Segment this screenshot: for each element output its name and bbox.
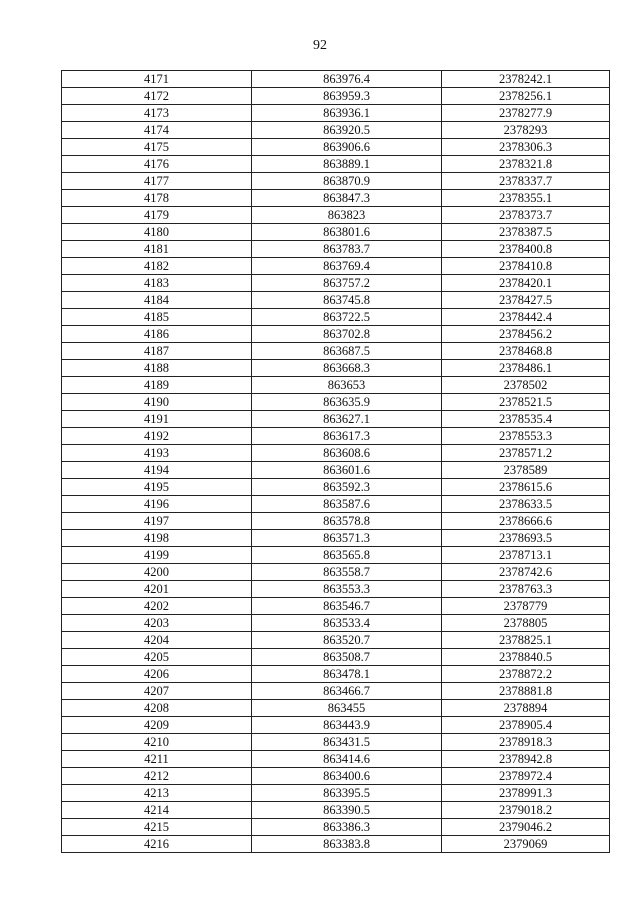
x-coordinate-cell: 863400.6 bbox=[252, 768, 442, 785]
table-row bbox=[62, 292, 610, 309]
x-coordinate-cell: 863520.7 bbox=[252, 632, 442, 649]
point-number-cell: 4196 bbox=[62, 496, 252, 513]
y-coordinate-cell: 2378410.8 bbox=[442, 258, 610, 275]
x-coordinate-cell: 863533.4 bbox=[252, 615, 442, 632]
y-coordinate-cell: 2378825.1 bbox=[442, 632, 610, 649]
y-coordinate-cell: 2378387.5 bbox=[442, 224, 610, 241]
y-coordinate-cell: 2378468.8 bbox=[442, 343, 610, 360]
table-row bbox=[62, 530, 610, 547]
x-coordinate-cell: 863757.2 bbox=[252, 275, 442, 292]
table-row bbox=[62, 411, 610, 428]
y-coordinate-cell: 2378293 bbox=[442, 122, 610, 139]
table-row bbox=[62, 241, 610, 258]
x-coordinate-cell: 863627.1 bbox=[252, 411, 442, 428]
y-coordinate-cell: 2378486.1 bbox=[442, 360, 610, 377]
point-number-cell: 4180 bbox=[62, 224, 252, 241]
y-coordinate-cell: 2378535.4 bbox=[442, 411, 610, 428]
x-coordinate-cell: 863801.6 bbox=[252, 224, 442, 241]
table-row bbox=[62, 513, 610, 530]
y-coordinate-cell: 2378355.1 bbox=[442, 190, 610, 207]
table-row bbox=[62, 734, 610, 751]
x-coordinate-cell: 863976.4 bbox=[252, 71, 442, 88]
y-coordinate-cell: 2378905.4 bbox=[442, 717, 610, 734]
table-row bbox=[62, 581, 610, 598]
y-coordinate-cell: 2378502 bbox=[442, 377, 610, 394]
point-number-cell: 4183 bbox=[62, 275, 252, 292]
y-coordinate-cell: 2378571.2 bbox=[442, 445, 610, 462]
y-coordinate-cell: 2378256.1 bbox=[442, 88, 610, 105]
point-number-cell: 4182 bbox=[62, 258, 252, 275]
y-coordinate-cell: 2378805 bbox=[442, 615, 610, 632]
table-row bbox=[62, 717, 610, 734]
x-coordinate-cell: 863668.3 bbox=[252, 360, 442, 377]
y-coordinate-cell: 2378942.8 bbox=[442, 751, 610, 768]
point-number-cell: 4176 bbox=[62, 156, 252, 173]
y-coordinate-cell: 2378306.3 bbox=[442, 139, 610, 156]
table-row bbox=[62, 173, 610, 190]
x-coordinate-cell: 863722.5 bbox=[252, 309, 442, 326]
table-row bbox=[62, 666, 610, 683]
table-row bbox=[62, 768, 610, 785]
x-coordinate-cell: 863508.7 bbox=[252, 649, 442, 666]
x-coordinate-cell: 863558.7 bbox=[252, 564, 442, 581]
point-number-cell: 4202 bbox=[62, 598, 252, 615]
y-coordinate-cell: 2378242.1 bbox=[442, 71, 610, 88]
y-coordinate-cell: 2378991.3 bbox=[442, 785, 610, 802]
point-number-cell: 4208 bbox=[62, 700, 252, 717]
point-number-cell: 4200 bbox=[62, 564, 252, 581]
x-coordinate-cell: 863587.6 bbox=[252, 496, 442, 513]
table-row bbox=[62, 649, 610, 666]
table-row bbox=[62, 428, 610, 445]
table-row bbox=[62, 224, 610, 241]
x-coordinate-cell: 863601.6 bbox=[252, 462, 442, 479]
point-number-cell: 4198 bbox=[62, 530, 252, 547]
point-number-cell: 4195 bbox=[62, 479, 252, 496]
y-coordinate-cell: 2378918.3 bbox=[442, 734, 610, 751]
y-coordinate-cell: 2378779 bbox=[442, 598, 610, 615]
table-row bbox=[62, 632, 610, 649]
y-coordinate-cell: 2379018.2 bbox=[442, 802, 610, 819]
table-row bbox=[62, 88, 610, 105]
table-row bbox=[62, 394, 610, 411]
x-coordinate-cell: 863383.8 bbox=[252, 836, 442, 853]
y-coordinate-cell: 2378763.3 bbox=[442, 581, 610, 598]
x-coordinate-cell: 863546.7 bbox=[252, 598, 442, 615]
point-number-cell: 4206 bbox=[62, 666, 252, 683]
x-coordinate-cell: 863395.5 bbox=[252, 785, 442, 802]
point-number-cell: 4193 bbox=[62, 445, 252, 462]
point-number-cell: 4211 bbox=[62, 751, 252, 768]
x-coordinate-cell: 863889.1 bbox=[252, 156, 442, 173]
y-coordinate-cell: 2378666.6 bbox=[442, 513, 610, 530]
x-coordinate-cell: 863653 bbox=[252, 377, 442, 394]
point-number-cell: 4171 bbox=[62, 71, 252, 88]
y-coordinate-cell: 2378553.3 bbox=[442, 428, 610, 445]
table-row bbox=[62, 71, 610, 88]
table-row bbox=[62, 360, 610, 377]
table-row bbox=[62, 377, 610, 394]
y-coordinate-cell: 2378456.2 bbox=[442, 326, 610, 343]
y-coordinate-cell: 2379046.2 bbox=[442, 819, 610, 836]
table-row bbox=[62, 139, 610, 156]
point-number-cell: 4186 bbox=[62, 326, 252, 343]
table-row bbox=[62, 343, 610, 360]
x-coordinate-cell: 863936.1 bbox=[252, 105, 442, 122]
x-coordinate-cell: 863478.1 bbox=[252, 666, 442, 683]
table-row bbox=[62, 156, 610, 173]
point-number-cell: 4175 bbox=[62, 139, 252, 156]
table-row bbox=[62, 496, 610, 513]
point-number-cell: 4189 bbox=[62, 377, 252, 394]
table-row bbox=[62, 751, 610, 768]
table-row bbox=[62, 258, 610, 275]
table-row bbox=[62, 785, 610, 802]
table-row bbox=[62, 836, 610, 853]
point-number-cell: 4184 bbox=[62, 292, 252, 309]
x-coordinate-cell: 863769.4 bbox=[252, 258, 442, 275]
table-row bbox=[62, 190, 610, 207]
x-coordinate-cell: 863783.7 bbox=[252, 241, 442, 258]
x-coordinate-cell: 863592.3 bbox=[252, 479, 442, 496]
y-coordinate-cell: 2378872.2 bbox=[442, 666, 610, 683]
x-coordinate-cell: 863920.5 bbox=[252, 122, 442, 139]
table-row bbox=[62, 547, 610, 564]
y-coordinate-cell: 2378894 bbox=[442, 700, 610, 717]
point-number-cell: 4173 bbox=[62, 105, 252, 122]
table-row bbox=[62, 445, 610, 462]
table-row bbox=[62, 479, 610, 496]
point-number-cell: 4174 bbox=[62, 122, 252, 139]
table-row bbox=[62, 615, 610, 632]
table-row bbox=[62, 207, 610, 224]
point-number-cell: 4199 bbox=[62, 547, 252, 564]
table-row bbox=[62, 564, 610, 581]
x-coordinate-cell: 863745.8 bbox=[252, 292, 442, 309]
x-coordinate-cell: 863431.5 bbox=[252, 734, 442, 751]
point-number-cell: 4213 bbox=[62, 785, 252, 802]
table-row bbox=[62, 683, 610, 700]
x-coordinate-cell: 863847.3 bbox=[252, 190, 442, 207]
x-coordinate-cell: 863390.5 bbox=[252, 802, 442, 819]
y-coordinate-cell: 2378337.7 bbox=[442, 173, 610, 190]
point-number-cell: 4191 bbox=[62, 411, 252, 428]
y-coordinate-cell: 2378427.5 bbox=[442, 292, 610, 309]
point-number-cell: 4203 bbox=[62, 615, 252, 632]
table-row bbox=[62, 309, 610, 326]
point-number-cell: 4187 bbox=[62, 343, 252, 360]
y-coordinate-cell: 2378373.7 bbox=[442, 207, 610, 224]
y-coordinate-cell: 2378881.8 bbox=[442, 683, 610, 700]
table-row bbox=[62, 598, 610, 615]
point-number-cell: 4214 bbox=[62, 802, 252, 819]
table-row bbox=[62, 819, 610, 836]
x-coordinate-cell: 863906.6 bbox=[252, 139, 442, 156]
x-coordinate-cell: 863578.8 bbox=[252, 513, 442, 530]
point-number-cell: 4204 bbox=[62, 632, 252, 649]
y-coordinate-cell: 2378589 bbox=[442, 462, 610, 479]
table-row bbox=[62, 462, 610, 479]
x-coordinate-cell: 863870.9 bbox=[252, 173, 442, 190]
x-coordinate-cell: 863617.3 bbox=[252, 428, 442, 445]
y-coordinate-cell: 2378321.8 bbox=[442, 156, 610, 173]
y-coordinate-cell: 2378713.1 bbox=[442, 547, 610, 564]
x-coordinate-cell: 863565.8 bbox=[252, 547, 442, 564]
point-number-cell: 4215 bbox=[62, 819, 252, 836]
table-row bbox=[62, 122, 610, 139]
x-coordinate-cell: 863553.3 bbox=[252, 581, 442, 598]
x-coordinate-cell: 863823 bbox=[252, 207, 442, 224]
x-coordinate-cell: 863414.6 bbox=[252, 751, 442, 768]
x-coordinate-cell: 863443.9 bbox=[252, 717, 442, 734]
x-coordinate-cell: 863959.3 bbox=[252, 88, 442, 105]
point-number-cell: 4177 bbox=[62, 173, 252, 190]
point-number-cell: 4172 bbox=[62, 88, 252, 105]
y-coordinate-cell: 2378442.4 bbox=[442, 309, 610, 326]
point-number-cell: 4179 bbox=[62, 207, 252, 224]
point-number-cell: 4210 bbox=[62, 734, 252, 751]
page-number: 92 bbox=[313, 38, 327, 53]
x-coordinate-cell: 863687.5 bbox=[252, 343, 442, 360]
x-coordinate-cell: 863635.9 bbox=[252, 394, 442, 411]
y-coordinate-cell: 2378615.6 bbox=[442, 479, 610, 496]
point-number-cell: 4216 bbox=[62, 836, 252, 853]
y-coordinate-cell: 2378633.5 bbox=[442, 496, 610, 513]
point-number-cell: 4209 bbox=[62, 717, 252, 734]
point-number-cell: 4205 bbox=[62, 649, 252, 666]
point-number-cell: 4207 bbox=[62, 683, 252, 700]
y-coordinate-cell: 2378420.1 bbox=[442, 275, 610, 292]
point-number-cell: 4194 bbox=[62, 462, 252, 479]
table-row bbox=[62, 700, 610, 717]
y-coordinate-cell: 2378277.9 bbox=[442, 105, 610, 122]
table-row bbox=[62, 105, 610, 122]
y-coordinate-cell: 2378521.5 bbox=[442, 394, 610, 411]
point-number-cell: 4197 bbox=[62, 513, 252, 530]
point-number-cell: 4201 bbox=[62, 581, 252, 598]
y-coordinate-cell: 2378840.5 bbox=[442, 649, 610, 666]
x-coordinate-cell: 863571.3 bbox=[252, 530, 442, 547]
point-number-cell: 4192 bbox=[62, 428, 252, 445]
x-coordinate-cell: 863702.8 bbox=[252, 326, 442, 343]
x-coordinate-cell: 863608.6 bbox=[252, 445, 442, 462]
y-coordinate-cell: 2378972.4 bbox=[442, 768, 610, 785]
coordinates-table-body bbox=[62, 71, 610, 853]
coordinates-table bbox=[61, 70, 610, 853]
x-coordinate-cell: 863455 bbox=[252, 700, 442, 717]
point-number-cell: 4178 bbox=[62, 190, 252, 207]
point-number-cell: 4185 bbox=[62, 309, 252, 326]
point-number-cell: 4181 bbox=[62, 241, 252, 258]
x-coordinate-cell: 863386.3 bbox=[252, 819, 442, 836]
x-coordinate-cell: 863466.7 bbox=[252, 683, 442, 700]
table-row bbox=[62, 275, 610, 292]
y-coordinate-cell: 2379069 bbox=[442, 836, 610, 853]
y-coordinate-cell: 2378693.5 bbox=[442, 530, 610, 547]
point-number-cell: 4190 bbox=[62, 394, 252, 411]
point-number-cell: 4188 bbox=[62, 360, 252, 377]
table-row bbox=[62, 326, 610, 343]
table-row bbox=[62, 802, 610, 819]
y-coordinate-cell: 2378742.6 bbox=[442, 564, 610, 581]
y-coordinate-cell: 2378400.8 bbox=[442, 241, 610, 258]
point-number-cell: 4212 bbox=[62, 768, 252, 785]
